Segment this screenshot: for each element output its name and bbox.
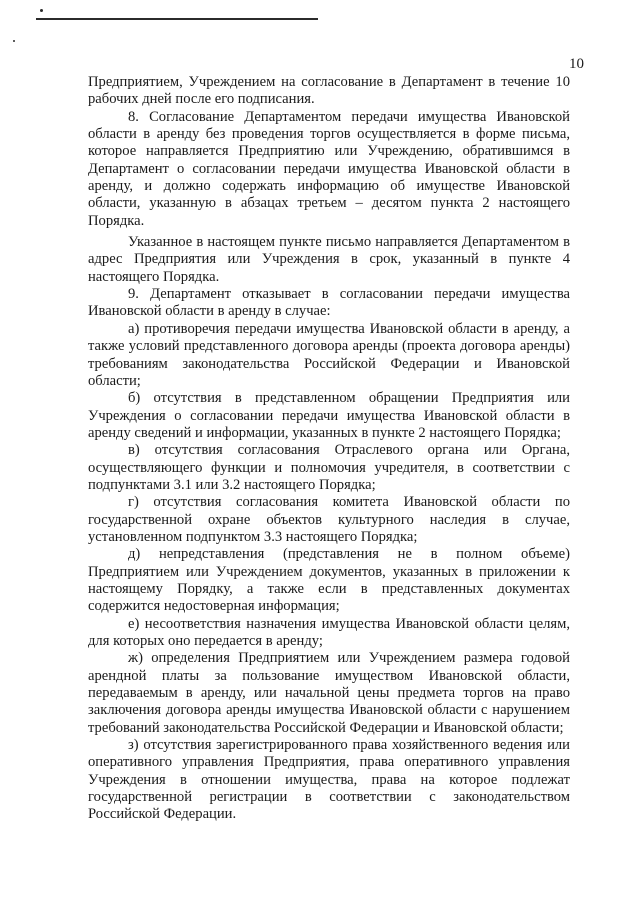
- paragraph-item-8: 8. Согласование Департаментом передачи имущества Ивановской области в аренду без проведения торгов осуществляется в форме письма, которое направляется Предприятию или Учреждению, обратившимся в Департамент о согласовании передачи имущества Ивановской области в аренду, и должно содержать информацию об имуществе Ивановской области, указанную в абзацах третьем – десятом пункта 2 настоящего Порядка.: [88, 108, 570, 229]
- scan-mark-line: [36, 18, 318, 20]
- subitem-zh: ж) определения Предприятием или Учреждением размера годовой арендной платы за пользование имуществом Ивановской области, передаваемым в аренду, или начальной цены предмета торгов на право заключения договора аренды имущества Ивановской области с нарушением требований законодательства Российской Федерации и Ивановской области;: [88, 650, 570, 736]
- paragraph-continuation: Предприятием, Учреждением на согласование в Департамент в течение 10 рабочих дней после его подписания.: [88, 74, 570, 108]
- scan-mark-dot: [13, 40, 15, 42]
- page-number: 10: [569, 56, 584, 72]
- subitem-e: е) несоответствия назначения имущества Ивановской области целям, для которых оно передается в аренду;: [88, 615, 570, 649]
- paragraph-item-8-note: Указанное в настоящем пункте письмо направляется Департаментом в адрес Предприятия или Учреждения в срок, указанный в пункте 4 настоящего Порядка.: [88, 234, 570, 285]
- subitem-d: д) непредставления (представления не в полном объеме) Предприятием или Учреждением документов, указанных в приложении к настоящему Порядку, а также если в представленных документах содержится недостоверная информация;: [88, 546, 570, 615]
- subitem-b: б) отсутствия в представленном обращении Предприятия или Учреждения о согласовании передачи имущества Ивановской области в аренду сведений и информации, указанных в пункте 2 настоящего Порядка;: [88, 390, 570, 441]
- subitem-z: з) отсутствия зарегистрированного права хозяйственного ведения или оперативного управления Предприятия, права оперативного управления Учреждения в отношении имущества, права на которое подлежат государственной регистрации в соответствии с законодательством Российской Федерации.: [88, 737, 570, 823]
- paragraph-item-9: 9. Департамент отказывает в согласовании передачи имущества Ивановской области в аренду в случае:: [88, 286, 570, 320]
- subitem-g: г) отсутствия согласования комитета Ивановской области по государственной охране объектов культурного наследия в случае, установленном подпунктом 3.3 настоящего Порядка;: [88, 494, 570, 545]
- subitem-v: в) отсутствия согласования Отраслевого органа или Органа, осуществляющего функции и полномочия учредителя, в соответствии с подпунктами 3.1 или 3.2 настоящего Порядка;: [88, 442, 570, 493]
- subitem-a: а) противоречия передачи имущества Ивановской области в аренду, а также условий представленного договора аренды (проекта договора аренды) требованиям законодательства Российской Федерации и Ивановской области;: [88, 320, 570, 389]
- scan-mark-dot: [40, 9, 43, 12]
- document-body: [88, 74, 570, 824]
